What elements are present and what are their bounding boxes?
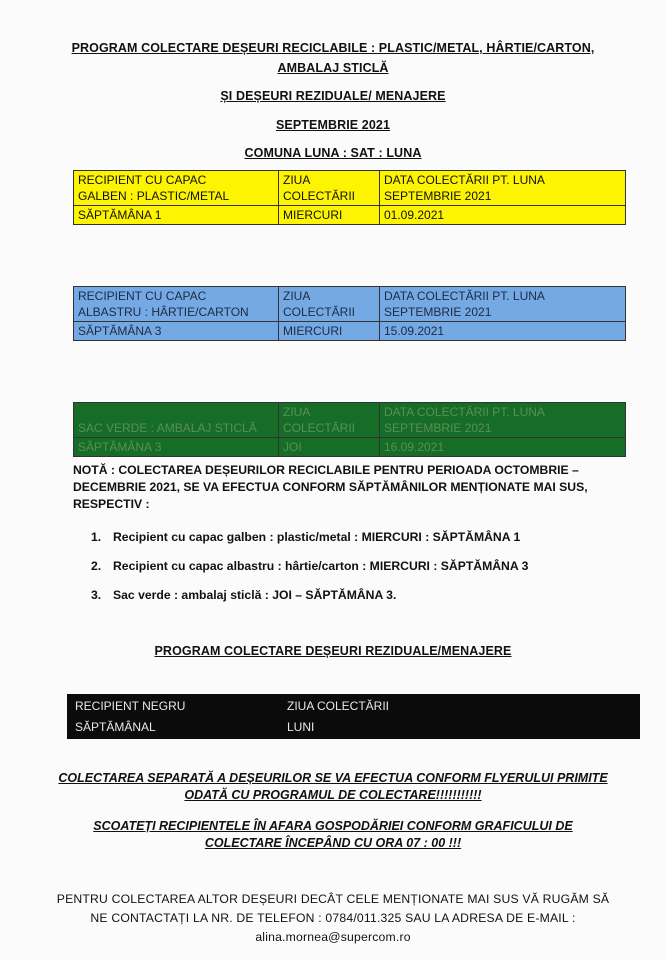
table-row (74, 438, 626, 457)
date-cell: 16.09.2021 (380, 438, 626, 457)
list-number: 1. (91, 530, 102, 544)
date-header-line: SEPTEMBRIE 2021 (384, 421, 492, 435)
note-line: RESPECTIV : (73, 497, 150, 511)
date-header-cell (380, 403, 626, 438)
warning-line: COLECTARE ÎNCEPÂND CU ORA 07 : 00 !!! (204, 836, 462, 850)
day-header-line: ZIUA (283, 405, 311, 419)
date-header-cell (380, 171, 626, 206)
recipient-line: GALBEN : PLASTIC/METAL (78, 189, 230, 203)
table-row (74, 171, 626, 206)
title-line-3: ȘI DEȘEURI REZIDUALE/ MENAJERE (220, 89, 446, 103)
schedule-table-plastic-metal (73, 170, 626, 225)
list-number: 2. (91, 559, 102, 573)
list-number: 3. (91, 588, 102, 602)
day-header-cell (279, 403, 380, 438)
title-line-1: PROGRAM COLECTARE DEȘEURI RECICLABILE : PLASTIC/METAL, HÂRTIE/CARTON, (71, 41, 595, 55)
day-cell: MIERCURI (279, 322, 380, 341)
table-row (74, 287, 626, 322)
warning-schedule-time (0, 818, 666, 852)
date-header-line: DATA COLECTĂRII PT. LUNA (384, 173, 545, 187)
list-item (91, 530, 520, 544)
list-item (91, 588, 396, 602)
footer-line: PENTRU COLECTAREA ALTOR DEȘEURI DECÂT CELE MENȚIONATE MAI SUS VĂ RUGĂM SĂ (56, 892, 610, 906)
footer-line: NE CONTACTAȚI LA NR. DE TELEFON : 0784/011.325 SAU LA ADRESA DE E-MAIL : (90, 911, 576, 925)
frequency-label: SĂPTĂMÂNAL (75, 720, 156, 734)
day-cell: MIERCURI (279, 206, 380, 225)
day-header-cell (279, 171, 380, 206)
recipient-black-label: RECIPIENT NEGRU (75, 699, 186, 713)
recipient-line: RECIPIENT CU CAPAC (78, 173, 207, 187)
date-header-cell (380, 287, 626, 322)
recipient-line: RECIPIENT CU CAPAC (78, 289, 207, 303)
day-header-line: COLECTĂRII (283, 421, 356, 435)
list-text: Recipient cu capac galben : plastic/metal : MIERCURI : SĂPTĂMÂNA 1 (113, 530, 521, 544)
day-header-line: ZIUA (283, 173, 311, 187)
recipient-line (78, 404, 274, 420)
date-cell: 15.09.2021 (380, 322, 626, 341)
collection-day-value: LUNI (287, 720, 315, 734)
date-header-line: SEPTEMBRIE 2021 (384, 189, 492, 203)
note-line: DECEMBRIE 2021, SE VA EFECTUA CONFORM SĂPTĂMÂNILOR MENȚIONATE MAI SUS, (73, 480, 588, 494)
table-row (74, 206, 626, 225)
date-header-line: SEPTEMBRIE 2021 (384, 305, 492, 319)
recipient-cell (74, 171, 279, 206)
recipient-cell (74, 403, 279, 438)
title-line-2: AMBALAJ STICLĂ (277, 61, 389, 75)
schedule-table-glass (73, 402, 626, 457)
residual-title: PROGRAM COLECTARE DEȘEURI REZIDUALE/MENAJERE (154, 644, 512, 658)
residual-schedule-box (67, 694, 640, 739)
date-header-line: DATA COLECTĂRII PT. LUNA (384, 405, 545, 419)
date-header-line: DATA COLECTĂRII PT. LUNA (384, 289, 545, 303)
week-cell: SĂPTĂMÂNA 1 (74, 206, 279, 225)
list-item (91, 559, 528, 573)
week-cell: SĂPTĂMÂNA 3 (74, 438, 279, 457)
schedule-table-paper-carton (73, 286, 626, 341)
month-heading: SEPTEMBRIE 2021 (275, 118, 391, 132)
recipient-line: ALBASTRU : HÂRTIE/CARTON (78, 305, 249, 319)
note-paragraph (73, 462, 633, 513)
day-header-line: ZIUA (283, 289, 311, 303)
day-cell: JOI (279, 438, 380, 457)
note-line: NOTĂ : COLECTAREA DEȘEURILOR RECICLABILE PENTRU PERIOADA OCTOMBRIE – (73, 463, 579, 477)
recipient-cell (74, 287, 279, 322)
day-header-cell (279, 287, 380, 322)
warning-flyer (0, 770, 666, 804)
recipient-line: SAC VERDE : AMBALAJ STICLĂ (78, 421, 257, 435)
week-cell: SĂPTĂMÂNA 3 (74, 322, 279, 341)
day-header-line: COLECTĂRII (283, 189, 356, 203)
contact-footer (0, 890, 666, 947)
warning-line: SCOATEȚI RECIPIENTELE ÎN AFARA GOSPODĂRIEI CONFORM GRAFICULUI DE (93, 819, 573, 833)
day-header-label: ZIUA COLECTĂRII (287, 699, 390, 713)
warning-line: ODATĂ CU PROGRAMUL DE COLECTARE!!!!!!!!!!! (184, 788, 482, 802)
date-cell: 01.09.2021 (380, 206, 626, 225)
table-row (74, 403, 626, 438)
list-text: Sac verde : ambalaj sticlă : JOI – SĂPTĂMÂNA 3. (113, 588, 397, 602)
warning-line: COLECTAREA SEPARATĂ A DEȘEURILOR SE VA EFECTUA CONFORM FLYERULUI PRIMITE (58, 771, 608, 785)
location-heading: COMUNA LUNA : SAT : LUNA (244, 146, 422, 160)
list-text: Recipient cu capac albastru : hârtie/carton : MIERCURI : SĂPTĂMÂNA 3 (113, 559, 529, 573)
contact-email[interactable]: alina.mornea@supercom.ro (255, 930, 411, 944)
day-header-line: COLECTĂRII (283, 305, 356, 319)
table-row (74, 322, 626, 341)
